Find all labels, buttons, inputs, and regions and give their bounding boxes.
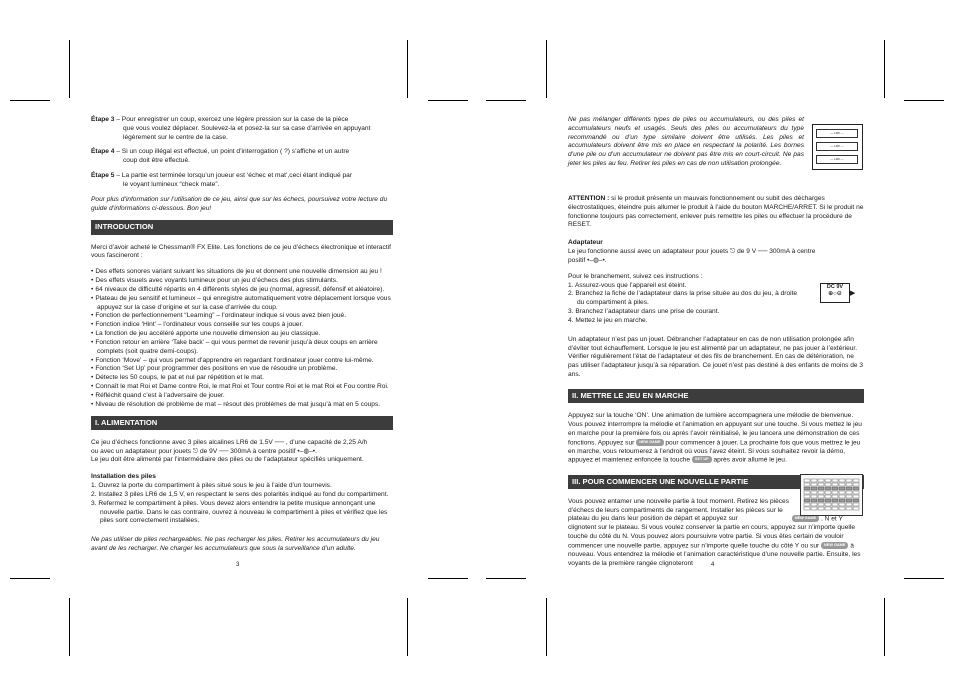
step-label: Étape 3 <box>91 116 115 123</box>
crop-mark <box>884 598 885 656</box>
step-item: Étape 3 – Pour enregistrer un coup, exercez une légère pression sur la case de la pièce que vous voulez déplacer. Soulevez-la et posez-la sur sa case d’arrivée en appuyant légèrement sur le centre de la case. <box>91 116 371 141</box>
board-square <box>839 483 845 486</box>
board-square <box>832 487 838 490</box>
board-square <box>825 487 831 490</box>
board-square <box>853 487 859 490</box>
list-item: 3. Refermez le compartiment à piles. Vous devez alors entendre la petite musique annonçant une nouvelle partie. Dans le cas contraire, ouvrez à nouveau le compartiment à piles et vérifiez que les piles sont correctement installées. <box>91 499 388 525</box>
list-item: 2. Branchez la fiche de l’adaptateur dans la prise située au dos du jeu, à droite du compartiment à piles. <box>568 290 798 307</box>
board-square <box>853 495 859 498</box>
features-list <box>91 268 393 409</box>
board-square <box>846 487 852 490</box>
battery-cell: — LR6 — <box>816 142 858 151</box>
list-item: 1. Ouvrez la porte du compartiment à piles situé sous le jeu à l’aide d’un tournevis. <box>91 482 332 490</box>
board-square <box>839 503 845 506</box>
feature-item: • Niveau de résolution de problème de mat – résout des problèmes de mat jusqu’à mat en 5 coups. <box>91 401 393 410</box>
list-item: 3. Branchez l’adaptateur dans une prise de courant. <box>568 308 720 316</box>
start-text: Appuyez sur la touche ‘ON’. Une animation de lumière accompagnera une mélodie de bienvenue. Vous pouvez interrompre la mélodie et l’animation en appuyant sur une touche. Si vous mettez le jeu en marche pour la première fois ou après l’avoir réinitialisé, le jeu lancera une démonstration de ces fonctions. Appuyez sur NEW GAME pour commencer à jouer. La prochaine fois que vous mettrez le jeu en marche, vous retournerez à l’endroit où vous l’avez éteint. Si vous souhaitez revoir la démo, appuyez et maintenez enfoncée la touche SET UP après avoir allumé le jeu. <box>568 412 862 464</box>
arrow-icon: ▶ <box>850 290 856 297</box>
battery-cell: — LR6 — <box>816 129 858 138</box>
steps-list <box>91 116 393 190</box>
alimentation-text: Ce jeu d’échecs fonctionne avec 3 piles alcalines LR6 de 1.5V ── , d’une capacité de 2,25 A/h ou avec un adaptateur pour jouets ⎋ de 9V ── 300mA à centre positif •–◍–•. Le jeu doit être alimenté par l’intermédiaire des piles ou de l’adaptateur spécifiés uniquement. <box>91 438 368 464</box>
list-item: 2. Installez 3 piles LR6 de 1,5 V, en respectant le sens des polarités indiqué au fond du compartiment. <box>91 490 389 498</box>
crop-mark <box>486 100 526 101</box>
board-square <box>853 499 859 502</box>
new-game-button-icon: NEW GAME <box>636 439 663 446</box>
rechargeable-note: Ne pas utiliser de piles rechargeables. Ne pas recharger les piles. Retirer les accumulateurs du jeu avant de les recharger. Ne charger les accumulateurs que sous la surveillance d’un adulte. <box>91 536 380 552</box>
board-square <box>811 499 817 502</box>
board-square <box>825 499 831 502</box>
board-square <box>853 479 859 482</box>
new-game-button-icon: NEW GAME <box>821 542 848 549</box>
dc-symbol-icon: ── <box>758 248 768 256</box>
crop-mark <box>407 598 408 656</box>
set-up-button-icon: SET UP <box>692 456 712 463</box>
board-square <box>811 479 817 482</box>
intro-text: Merci d’avoir acheté le Chessman® FX Elite. Les fonctions de ce jeu d’échecs électronique et interactif vous fascineront : <box>91 243 391 260</box>
board-square <box>825 503 831 506</box>
board-square <box>825 491 831 494</box>
board-square <box>818 499 824 502</box>
crop-mark <box>428 578 468 579</box>
feature-item: • Connaît le mat Roi et Dame contre Roi, le mat Roi et Tour contre Roi et le mat Roi et Fou contre Roi. <box>91 383 393 392</box>
crop-mark <box>10 100 50 101</box>
board-square <box>832 479 838 482</box>
page-number: 3 <box>236 562 240 568</box>
feature-item: • Fonction ‘Move’ – qui vous permet d’apprendre en regardant l’ordinateur jouer contre lui-même. <box>91 357 393 366</box>
board-square <box>825 483 831 486</box>
feature-item: • Des effets visuels avec voyants lumineux pour un jeu d’échecs des plus stimulants. <box>91 277 393 286</box>
board-square <box>811 503 817 506</box>
step-item: Étape 5 – La partie est terminée lorsqu’un joueur est ‘échec et mat’,ceci étant indiqué par le voyant lumineux “check mate”. <box>91 172 352 188</box>
crop-mark <box>904 578 944 579</box>
board-square <box>818 495 824 498</box>
battery-diagram <box>812 124 863 170</box>
board-square <box>832 507 838 510</box>
board-square <box>853 491 859 494</box>
new-game-text: Vous pouvez entamer une nouvelle partie à tout moment. Retirez les pièces d’échecs de leurs compartiments de rangement. Installer les pièces sur le plateau du jeu dans leur position de départ et appuyez sur NEW GAME . N et Y clignotent sur le plateau. Si vous voulez conserver la partie en cours, appuyez sur n’importe quelle touche du côté du N. Vous pouvez alors poursuivre votre partie. Si vous êtes certain de vouloir commencer une nouvelle partie, appuyez sur n’importe quelle touche du côté Y ou sur NEW GAME à nouveau. Vous entendrez la mélodie et l’animation caractéristique d’une nouvelle partie. Ensuite, les voyants de la première rangée clignoteront <box>568 497 861 567</box>
board-square <box>804 499 810 502</box>
adapter-title: Adaptateur <box>568 239 603 247</box>
crop-mark <box>69 40 70 98</box>
board-square <box>846 499 852 502</box>
board-square <box>839 495 845 498</box>
board-square <box>839 507 845 510</box>
board-square <box>839 487 845 490</box>
board-square <box>839 491 845 494</box>
board-square <box>804 483 810 486</box>
crop-mark <box>428 100 468 101</box>
page-number: 4 <box>711 562 715 568</box>
board-square <box>846 483 852 486</box>
board-square <box>818 491 824 494</box>
board-square <box>853 483 859 486</box>
right-page-top <box>568 116 804 175</box>
board-square <box>818 503 824 506</box>
board-square <box>853 503 859 506</box>
board-square <box>832 503 838 506</box>
new-game-button-icon: NEW GAME <box>792 515 819 522</box>
crop-mark <box>407 40 408 98</box>
board-square <box>818 483 824 486</box>
feature-item: • Fonction de perfectionnement “Learning” – l’ordinateur indique si vous avez bien joué. <box>91 312 393 321</box>
crop-mark <box>486 578 526 579</box>
board-square <box>804 491 810 494</box>
feature-item: • Des effets sonores variant suivant les situations de jeu et donnent une nouvelle dimension au jeu ! <box>91 268 393 277</box>
board-square <box>832 491 838 494</box>
board-square <box>846 507 852 510</box>
branch-steps <box>568 282 798 326</box>
board-square <box>818 479 824 482</box>
chess-board-diagram <box>800 474 863 516</box>
polarity-icon: •–◍–• <box>297 447 316 455</box>
new-game-heading: III. POUR COMMENCER UNE NOUVELLE PARTIE <box>568 475 864 489</box>
board-square <box>832 499 838 502</box>
crop-mark <box>904 100 944 101</box>
more-info-note: Pour plus d’information sur l’utilisation de ce jeu, ainsi que sur les échecs, poursuivez votre lecture du guide d’informations ci-dessous. Bon jeu! <box>91 195 388 212</box>
branch-intro: Pour le branchement, suivez ces instructions : <box>568 272 703 280</box>
right-page-main <box>568 195 864 575</box>
board-square <box>811 483 817 486</box>
step-label: Étape 5 <box>91 172 115 180</box>
board-square <box>825 479 831 482</box>
mix-warning: Ne pas mélanger différents types de piles ou accumulateurs, ou des piles et accumulateurs neufs et usagés. Seuls des piles ou accumulateurs du type recommandé ou d’un type similaire doivent être utilisés. Les piles et accumulateurs doivent être mis en place en respectant la polarité. Les bornes d’une pile ou d’un accumulateur ne doivent pas être mis en court-circuit. Ne pas jeter les piles au feu. Retirer les piles en cas de non utilisation prolongée. <box>568 116 804 168</box>
board-square <box>804 503 810 506</box>
feature-item: • Fonction indice ‘Hint’ – l’ordinateur vous conseille sur les coups à jouer. <box>91 321 393 330</box>
feature-item: • Plateau de jeu sensitif et lumineux – qui enregistre automatiquement votre déplacement lorsque vous appuyez sur la case d’origine et sur la case d’arrivée du coup. <box>91 295 393 313</box>
adapter-warning: Un adaptateur n’est pas un jouet. Débrancher l’adaptateur en cas de non utilisation prolongée afin d’éviter tout échauffement. Lorsque le jeu est alimenté par un adaptateur, ne pas jouer à l’extérieur. Vérifier régulièrement l’état de l’adaptateur et des fils de branchement. En cas de détérioration, ne pas utiliser l’adaptateur jusqu’à sa réparation. Ce jouet n’est pas destiné à des enfants de moins de 3 ans. <box>568 335 864 379</box>
board-square <box>811 491 817 494</box>
step-label: Étape 4 <box>91 148 115 156</box>
feature-item: • Fonction ‘Set Up’ pour programmer des positions en vue de résoudre un problème. <box>91 365 393 374</box>
crop-mark <box>69 598 70 656</box>
feature-item: • Réfléchit quand c’est à l’adversaire de jouer. <box>91 392 393 401</box>
board-square <box>846 503 852 506</box>
polarity-icon: •–◍–• <box>587 256 605 264</box>
crop-mark <box>546 40 547 98</box>
board-square <box>846 479 852 482</box>
board-square <box>818 507 824 510</box>
crop-mark <box>10 578 50 579</box>
adapter-text: Le jeu fonctionne aussi avec un adaptateur pour jouets ⎋ de 9 V ── 300mA à centre positif •–◍–•. <box>568 248 816 264</box>
step-item: Étape 4 – Si un coup illégal est effectué, un point d’interrogation ( ?) s’affiche et un autre coup doit être effectué. <box>91 148 350 165</box>
crop-mark <box>546 598 547 656</box>
attention-paragraph: ATTENTION : si le produit présente un mauvais fonctionnement ou subit des décharges électrostatiques, éteindre puis allumer le produit à l’aide du bouton MARCHE/ARRET. Si le produit ne fonctionne toujours pas correctement, enlever puis remettre les piles ou effectuer la procédure de RESET. <box>568 195 864 229</box>
board-square <box>839 499 845 502</box>
board-square <box>804 479 810 482</box>
crop-mark <box>884 40 885 98</box>
board-square <box>846 495 852 498</box>
board-square <box>804 495 810 498</box>
board-square <box>825 495 831 498</box>
left-page <box>91 116 393 560</box>
list-item: 4. Mettez le jeu en marche. <box>568 316 648 324</box>
board-square <box>832 483 838 486</box>
start-heading: II. METTRE LE JEU EN MARCHE <box>568 389 864 403</box>
board-square <box>839 479 845 482</box>
feature-item: • Détecte les 50 coups, le pat et nul par répétition et le mat. <box>91 374 393 383</box>
dc-9v-socket-diagram: DC 9V ⊕○⊝ <box>820 283 850 303</box>
feature-item: • Fonction retour en arrière ‘Take back’ – qui vous permet de revenir jusqu’à deux coups en arrière complets (soit quatre demi-coups). <box>91 339 393 357</box>
transformer-icon: ⎋ <box>192 447 199 455</box>
board-square <box>804 487 810 490</box>
board-square <box>811 495 817 498</box>
alimentation-heading: I. ALIMENTATION <box>91 416 393 430</box>
introduction-heading: INTRODUCTION <box>91 220 393 234</box>
socket-icon: ⊕○⊝ <box>828 291 842 298</box>
feature-item: • 64 niveaux de difficulté répartis en 4 différents styles de jeu (normal, agressif, défensif et aléatoire). <box>91 286 393 295</box>
board-square <box>811 507 817 510</box>
install-title: Installation des piles <box>91 473 156 481</box>
list-item: 1. Assurez-vous que l’appareil est éteint. <box>568 281 687 289</box>
feature-item: • La fonction de jeu accéléré apporte une nouvelle dimension au jeu classique. <box>91 330 393 339</box>
board-square <box>853 507 859 510</box>
board-square <box>846 491 852 494</box>
install-steps <box>91 482 393 526</box>
board-square <box>818 487 824 490</box>
board-square <box>811 487 817 490</box>
dc-symbol-icon: ── <box>219 447 229 455</box>
board-square <box>832 495 838 498</box>
battery-cell: — LR6 — <box>816 155 858 164</box>
transformer-icon: ⎋ <box>730 248 736 256</box>
board-square <box>804 507 810 510</box>
dc-symbol-icon: ── <box>274 438 284 446</box>
attention-label: ATTENTION : <box>568 195 610 202</box>
board-square <box>825 507 831 510</box>
